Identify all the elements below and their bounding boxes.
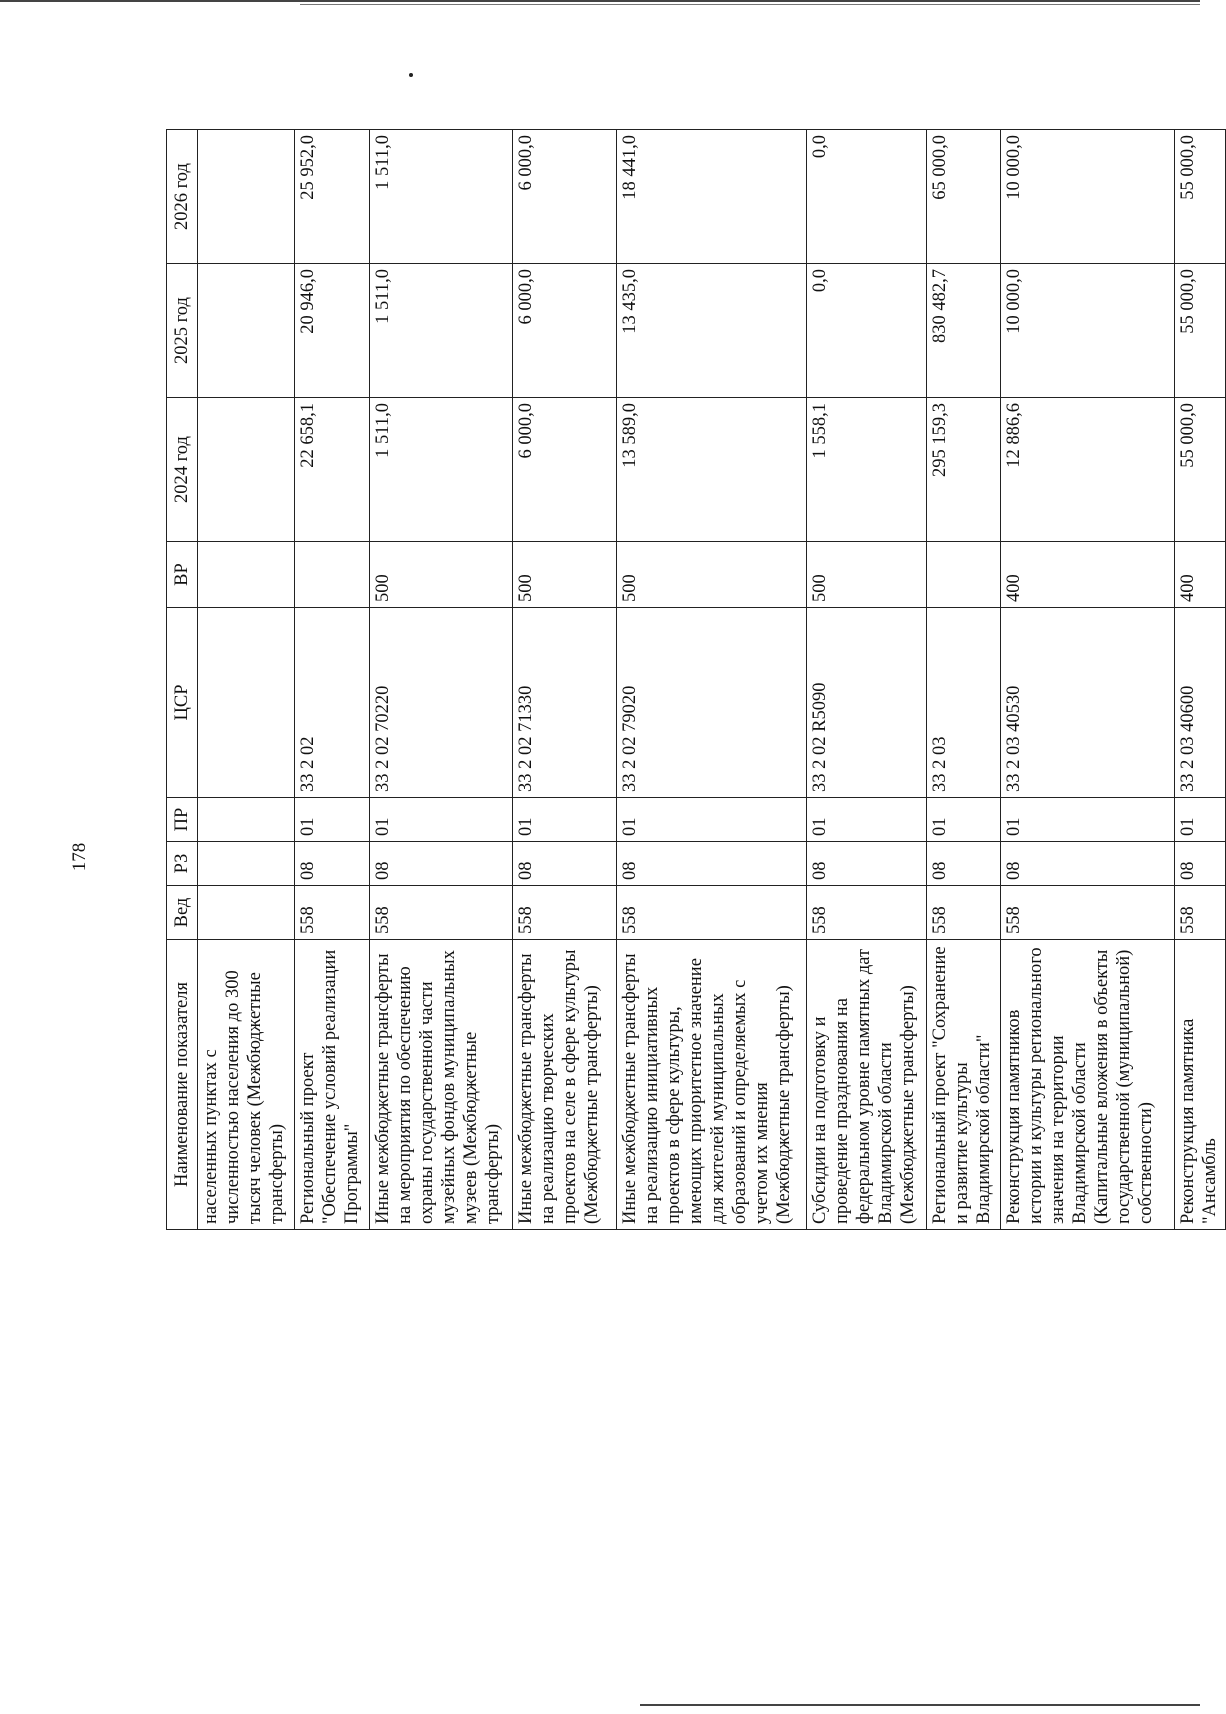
page-number: 178 bbox=[69, 842, 90, 872]
row-name: Иные межбюджетные трансферты на мероприятия по обеспечению охраны государственной части музейных фондов муниципальных музеев (Межбюджетные трансферты) bbox=[369, 940, 512, 1230]
row-vr bbox=[926, 542, 1000, 608]
row-vr: 500 bbox=[806, 542, 926, 608]
row-vr: 400 bbox=[1174, 542, 1225, 608]
header-vr: ВР bbox=[167, 542, 198, 608]
row-csr: 33 2 02 bbox=[295, 608, 369, 798]
header-2025: 2025 год bbox=[167, 264, 198, 398]
row-ved: 558 bbox=[512, 886, 617, 940]
row-name: Иные межбюджетные трансферты на реализацию творческих проектов на селе в сфере культуры (Межбюджетные трансферты) bbox=[512, 940, 617, 1230]
row-2024: 1 558,1 bbox=[806, 398, 926, 542]
row-vr bbox=[295, 542, 369, 608]
row-vr: 400 bbox=[1001, 542, 1175, 608]
row-2026: 6 000,0 bbox=[512, 130, 617, 264]
row-ved: 558 bbox=[926, 886, 1000, 940]
table-row bbox=[926, 130, 1000, 1230]
table-row bbox=[1174, 130, 1225, 1230]
row-2025: 13 435,0 bbox=[617, 264, 806, 398]
row-2024: 55 000,0 bbox=[1174, 398, 1225, 542]
row-pr: 01 bbox=[926, 798, 1000, 842]
row-rz: 08 bbox=[295, 842, 369, 886]
row-csr: 33 2 02 R5090 bbox=[806, 608, 926, 798]
row-pr bbox=[198, 798, 295, 842]
row-rz: 08 bbox=[926, 842, 1000, 886]
row-2026: 55 000,0 bbox=[1174, 130, 1225, 264]
table-row bbox=[1001, 130, 1175, 1230]
row-2024: 1 511,0 bbox=[369, 398, 512, 542]
row-rz: 08 bbox=[806, 842, 926, 886]
row-2026: 18 441,0 bbox=[617, 130, 806, 264]
row-name: Реконструкция памятников истории и культуры регионального значения на территории Владимирской области (Капитальные вложения в объекты государственной (муниципальной) собственности) bbox=[1001, 940, 1175, 1230]
row-csr: 33 2 02 79020 bbox=[617, 608, 806, 798]
row-2024: 12 886,6 bbox=[1001, 398, 1175, 542]
row-ved: 558 bbox=[806, 886, 926, 940]
row-csr: 33 2 03 40600 bbox=[1174, 608, 1225, 798]
row-2024: 6 000,0 bbox=[512, 398, 617, 542]
row-name: Реконструкция памятника "Ансамбль bbox=[1174, 940, 1225, 1230]
row-rz: 08 bbox=[1174, 842, 1225, 886]
row-2025: 830 482,7 bbox=[926, 264, 1000, 398]
row-pr: 01 bbox=[1174, 798, 1225, 842]
row-2025: 0,0 bbox=[806, 264, 926, 398]
scan-edge-bottom bbox=[640, 1704, 1200, 1706]
table-row bbox=[369, 130, 512, 1230]
row-pr: 01 bbox=[1001, 798, 1175, 842]
row-2026: 0,0 bbox=[806, 130, 926, 264]
row-vr: 500 bbox=[369, 542, 512, 608]
row-pr: 01 bbox=[806, 798, 926, 842]
table-header-row bbox=[167, 130, 198, 1230]
row-2025: 55 000,0 bbox=[1174, 264, 1225, 398]
row-ved: 558 bbox=[1001, 886, 1175, 940]
row-name: Субсидии на подготовку и проведение празднования на федеральном уровне памятных дат Владимирской области (Межбюджетные трансферты) bbox=[806, 940, 926, 1230]
row-2025: 20 946,0 bbox=[295, 264, 369, 398]
row-vr: 500 bbox=[512, 542, 617, 608]
row-name: Региональный проект "Сохранение и развитие культуры Владимирской области" bbox=[926, 940, 1000, 1230]
row-csr: 33 2 03 bbox=[926, 608, 1000, 798]
rotated-page-content bbox=[166, 130, 1226, 1230]
row-rz: 08 bbox=[617, 842, 806, 886]
row-pr: 01 bbox=[617, 798, 806, 842]
row-vr: 500 bbox=[617, 542, 806, 608]
row-2024 bbox=[198, 398, 295, 542]
row-ved: 558 bbox=[369, 886, 512, 940]
row-rz: 08 bbox=[512, 842, 617, 886]
row-csr bbox=[198, 608, 295, 798]
table-row bbox=[617, 130, 806, 1230]
row-2026 bbox=[198, 130, 295, 264]
row-ved bbox=[198, 886, 295, 940]
row-2026: 25 952,0 bbox=[295, 130, 369, 264]
row-2024: 295 159,3 bbox=[926, 398, 1000, 542]
scan-edge-top bbox=[0, 0, 1200, 2]
row-vr bbox=[198, 542, 295, 608]
header-rz: РЗ bbox=[167, 842, 198, 886]
row-ved: 558 bbox=[617, 886, 806, 940]
row-pr: 01 bbox=[512, 798, 617, 842]
row-csr: 33 2 02 70220 bbox=[369, 608, 512, 798]
header-ved: Вед bbox=[167, 886, 198, 940]
row-name: населенных пунктах с численностью населения до 300 тысяч человек (Межбюджетные трансферты) bbox=[198, 940, 295, 1230]
row-2024: 13 589,0 bbox=[617, 398, 806, 542]
row-rz: 08 bbox=[369, 842, 512, 886]
header-2026: 2026 год bbox=[167, 130, 198, 264]
scan-edge-top-inner bbox=[300, 4, 1200, 5]
table-row bbox=[806, 130, 926, 1230]
row-pr: 01 bbox=[369, 798, 512, 842]
row-2025 bbox=[198, 264, 295, 398]
header-name: Наименование показателя bbox=[167, 940, 198, 1230]
row-ved: 558 bbox=[1174, 886, 1225, 940]
header-csr: ЦСР bbox=[167, 608, 198, 798]
scan-speck bbox=[409, 73, 413, 77]
budget-table bbox=[166, 129, 1226, 1230]
row-2024: 22 658,1 bbox=[295, 398, 369, 542]
row-ved: 558 bbox=[295, 886, 369, 940]
row-csr: 33 2 03 40530 bbox=[1001, 608, 1175, 798]
row-2025: 10 000,0 bbox=[1001, 264, 1175, 398]
row-2026: 1 511,0 bbox=[369, 130, 512, 264]
table-row bbox=[198, 130, 295, 1230]
row-2025: 1 511,0 bbox=[369, 264, 512, 398]
row-pr: 01 bbox=[295, 798, 369, 842]
row-csr: 33 2 02 71330 bbox=[512, 608, 617, 798]
row-2025: 6 000,0 bbox=[512, 264, 617, 398]
row-rz bbox=[198, 842, 295, 886]
table-row bbox=[512, 130, 617, 1230]
row-2026: 10 000,0 bbox=[1001, 130, 1175, 264]
row-rz: 08 bbox=[1001, 842, 1175, 886]
row-name: Региональный проект "Обеспечение условий реализации Программы" bbox=[295, 940, 369, 1230]
header-2024: 2024 год bbox=[167, 398, 198, 542]
table-row bbox=[295, 130, 369, 1230]
row-2026: 65 000,0 bbox=[926, 130, 1000, 264]
row-name: Иные межбюджетные трансферты на реализацию инициативных проектов в сфере культуры, имеющих приоритетное значение для жителей муниципальных образований и определяемых с учетом их мнения (Межбюджетные трансферты) bbox=[617, 940, 806, 1230]
header-pr: ПР bbox=[167, 798, 198, 842]
